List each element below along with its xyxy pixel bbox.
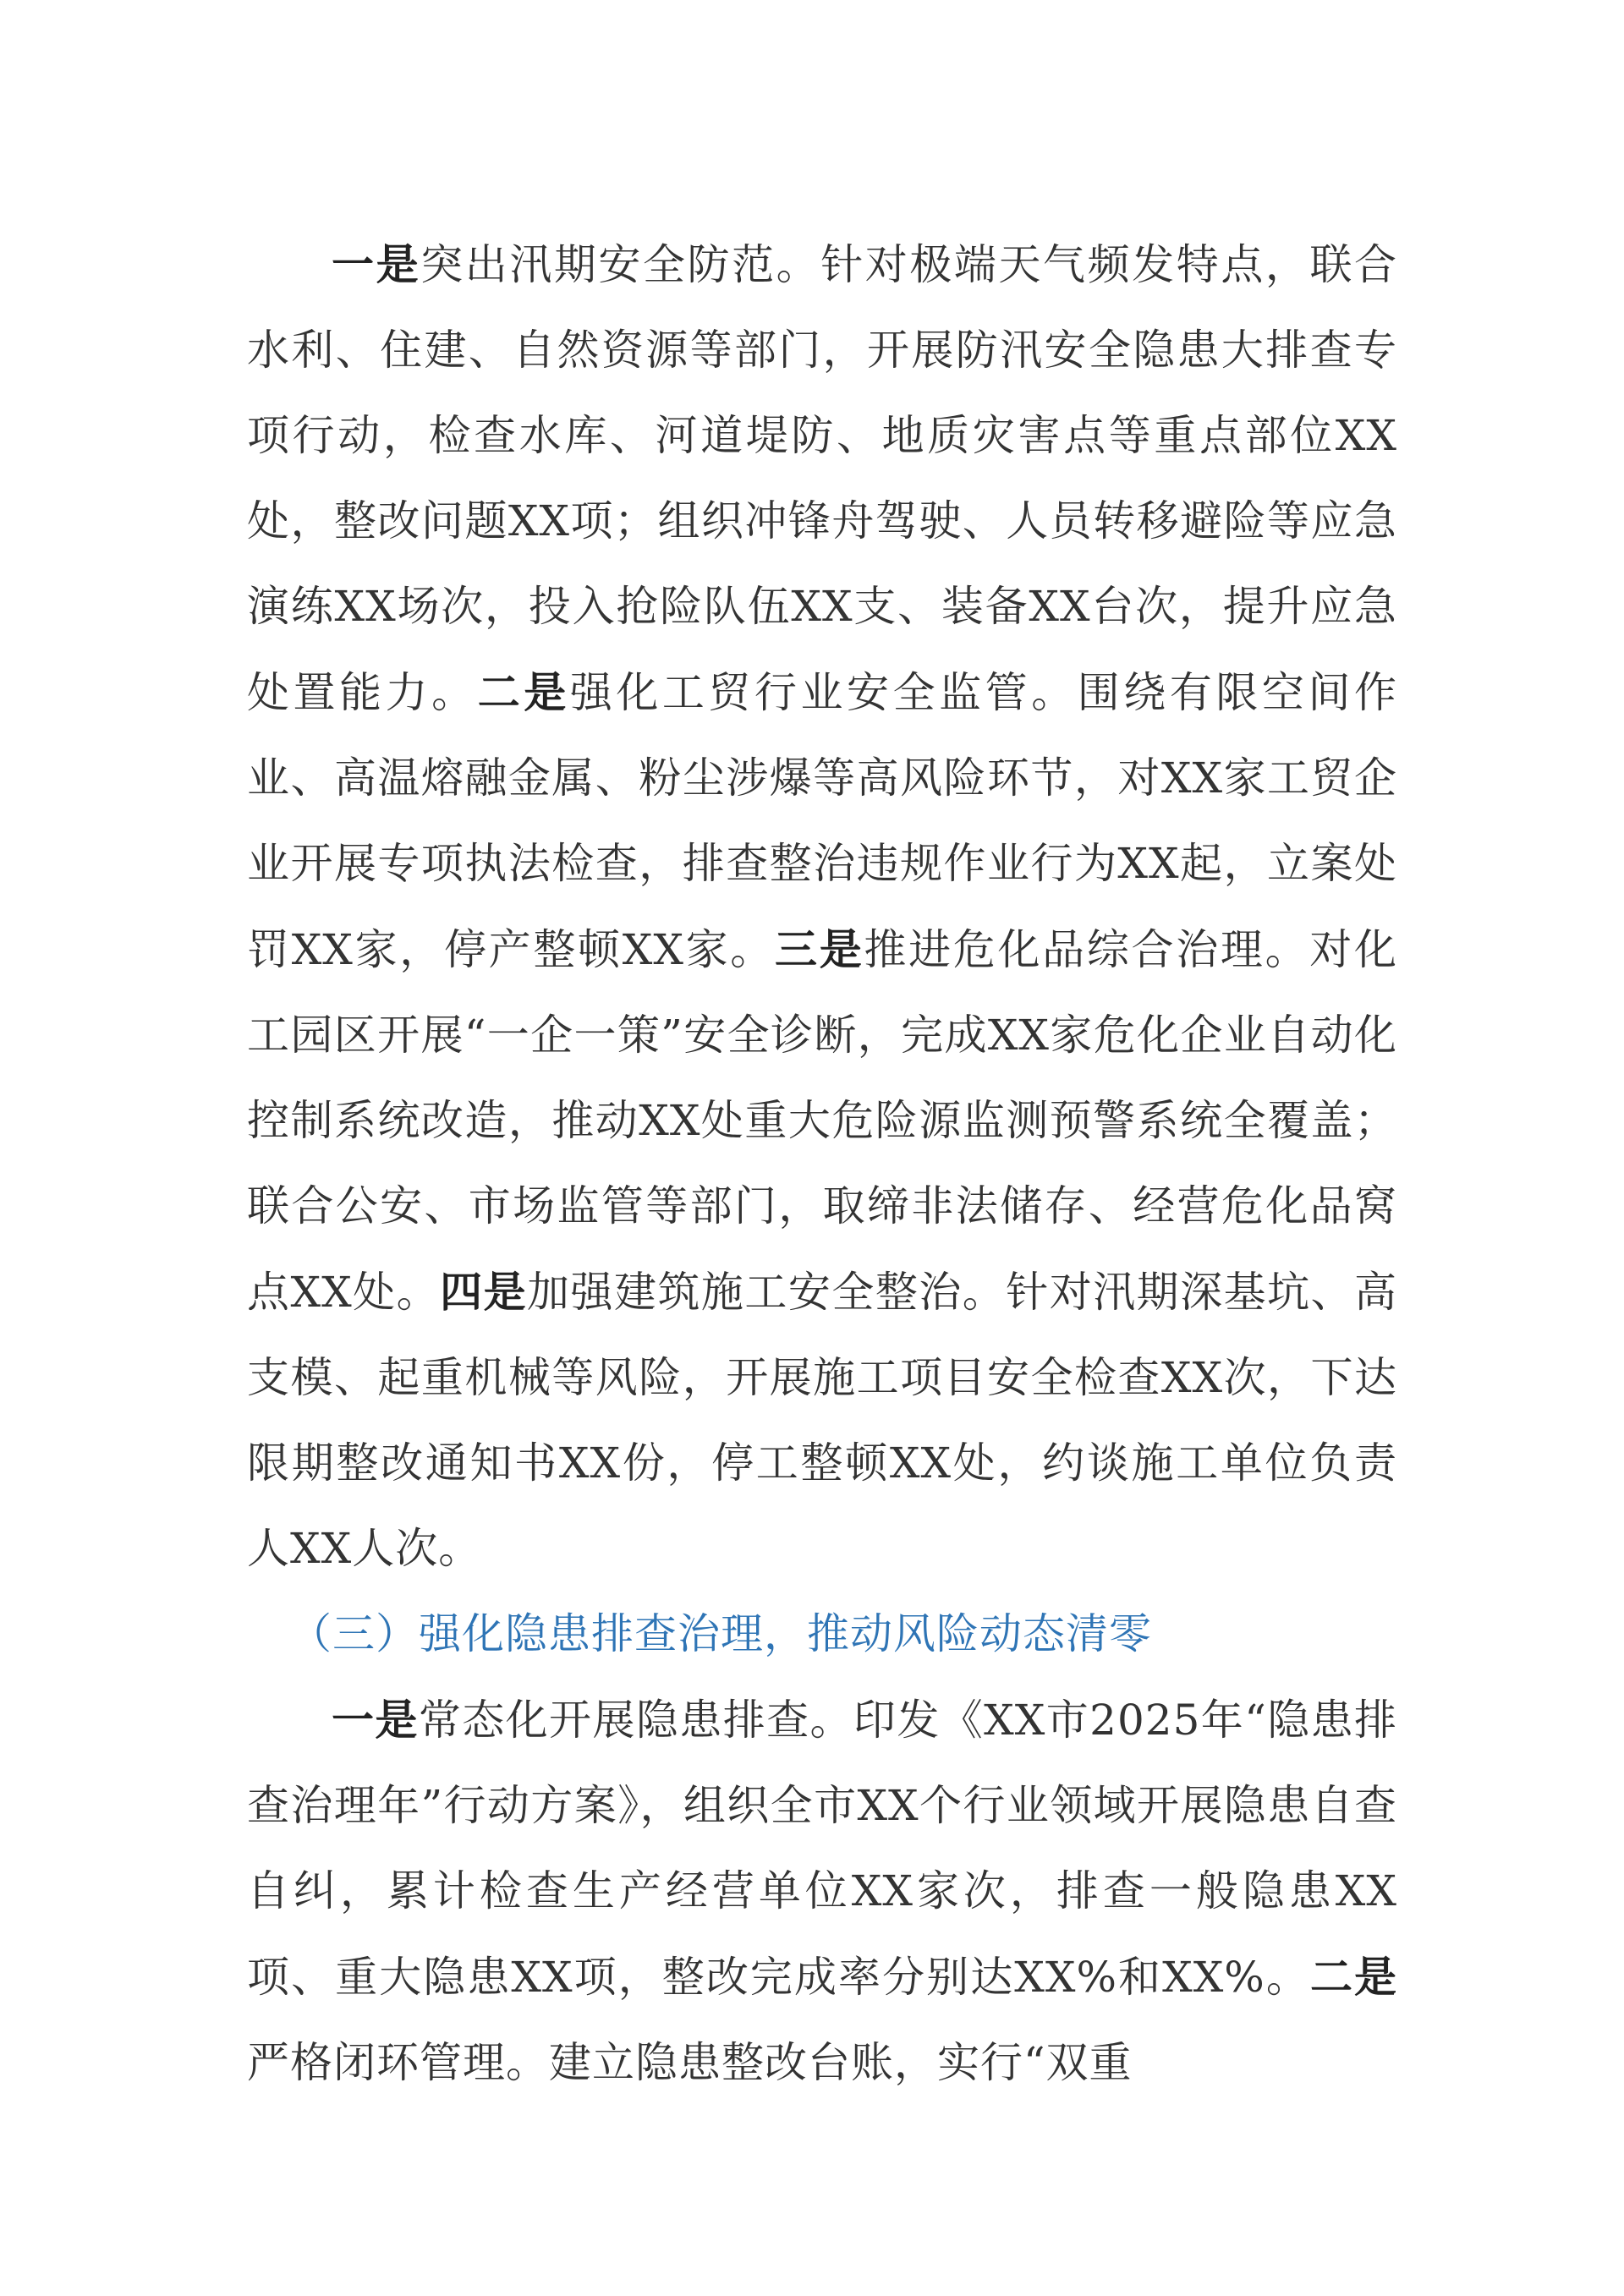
lead-phrase-6: 二是 [1309, 1952, 1398, 2002]
lead-phrase-2: 二是 [477, 667, 570, 717]
section-heading: （三）强化隐患排查治理，推动风险动态清零 [289, 1609, 1152, 1658]
paragraph-1-text-3: 推进危化品综合治理。对化工园区开展“一企一策”安全诊断，完成XX家危化企业自动化控制系统改造，推动XX处重大危险源监测预警系统全覆盖；联合公安、市场监管等部门，取缔非法储存、经营危化品窝点XX处。 [247, 925, 1398, 1317]
paragraph-1-text-1: 突出汛期安全防范。针对极端天气频发特点，联合水利、住建、自然资源等部门，开展防汛安全隐患大排查专项行动，检查水库、河道堤防、地质灾害点等重点部位XX处，整改问题XX项；组织冲锋舟驾驶、人员转移避险等应急演练XX场次，投入抢险队伍XX支、装备XX台次，提升应急处置能力。 [247, 240, 1398, 717]
body-paragraph-1 [247, 222, 1397, 1592]
paragraph-2-text-1: 常态化开展隐患排查。印发《XX市2025年“隐患排查治理年”行动方案》，组织全市XX个行业领域开展隐患自查自纠，累计检查生产经营单位XX家次，排查一般隐患XX项、重大隐患XX项，整改完成率分别达XX%和XX%。 [247, 1696, 1398, 2002]
lead-phrase-5: 一是 [332, 1695, 419, 1745]
paragraph-1-text-2: 强化工贸行业安全监管。围绕有限空间作业、高温熔融金属、粉尘涉爆等高风险环节，对XX家工贸企业开展专项执法检查，排查整治违规作业行为XX起，立案处罚XX家，停产整顿XX家。 [247, 668, 1398, 974]
lead-phrase-1: 一是 [332, 239, 421, 289]
lead-phrase-4: 四是 [440, 1267, 528, 1317]
document-body [247, 222, 1397, 2106]
paragraph-2-text-2: 严格闭环管理。建立隐患整改台账，实行“双重 [247, 2038, 1133, 2087]
lead-phrase-3: 三是 [775, 924, 864, 974]
paragraph-1-text-4: 加强建筑施工安全整治。针对汛期深基坑、高支模、起重机械等风险，开展施工项目安全检查XX次，下达限期整改通知书XX份，停工整顿XX处，约谈施工单位负责人XX人次。 [247, 1268, 1398, 1573]
body-paragraph-2 [247, 1677, 1397, 2106]
